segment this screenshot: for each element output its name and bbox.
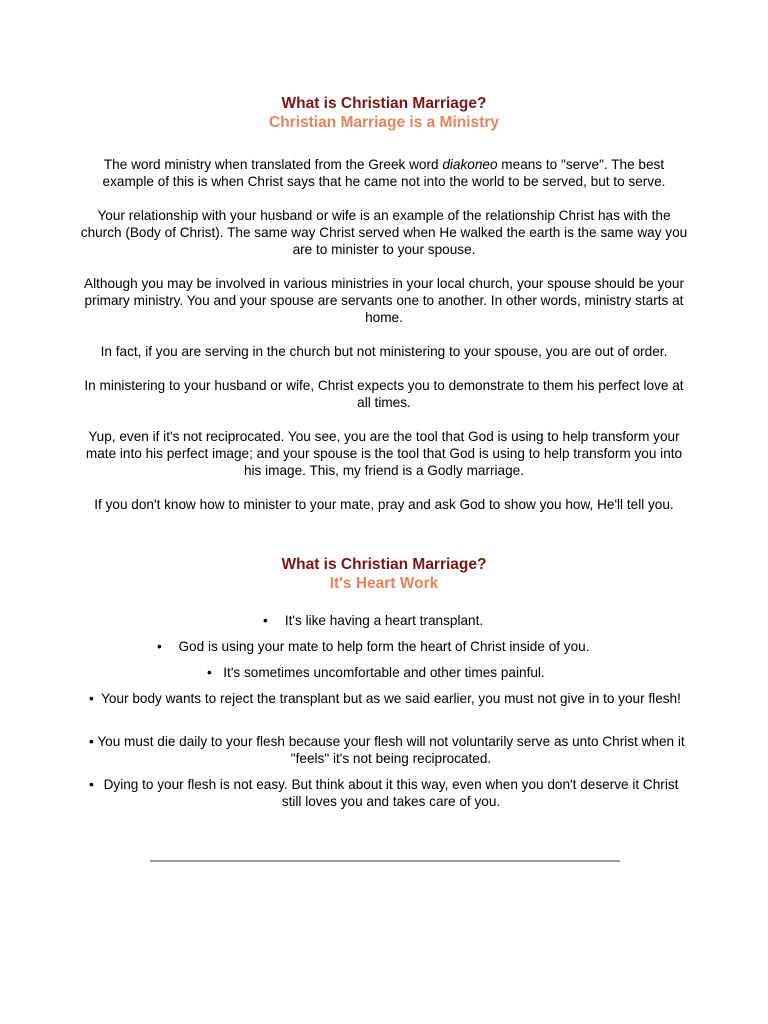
bullet-icon: •: [263, 613, 268, 628]
paragraph-1-start: The word ministry when translated from the Greek word: [103, 157, 443, 172]
list-item-text: God is using your mate to help form the heart of Christ inside of you.: [178, 639, 590, 654]
paragraph-1-greek-word: diakoneo: [442, 157, 498, 172]
list-item-text: Your body wants to reject the transplant but as we said earlier, you must not give in to your flesh!: [101, 691, 681, 706]
list-item: [0, 664, 768, 690]
ministry-section: [80, 94, 688, 530]
paragraph-4: In fact, if you are serving in the church but not ministering to your spouse, you are out of order.: [100, 344, 668, 359]
bullet-icon: •: [157, 639, 162, 654]
section2-subtitle: It's Heart Work: [329, 575, 439, 592]
list-item: [0, 690, 768, 733]
bullet-icon: •: [207, 665, 212, 680]
paragraph-6: Yup, even if it's not reciprocated. You see, you are the tool that God is using to help transform your mate into his perfect image; and your spouse is the tool that God is using to help transform you into his image. This, my friend is a Godly marriage.: [85, 429, 683, 478]
section1-title: What is Christian Marriage?: [281, 95, 487, 112]
bullet-icon: •: [89, 777, 94, 792]
list-item: [0, 638, 768, 664]
section1-subtitle: Christian Marriage is a Ministry: [269, 114, 499, 131]
paragraph-1: [80, 156, 688, 190]
horizontal-divider: [150, 860, 620, 862]
list-item-text: Dying to your flesh is not easy. But think about it this way, even when you don't deserve it Christ still loves you and takes care of you.: [103, 777, 679, 809]
heart-work-section: [60, 555, 708, 593]
spacer: [80, 132, 688, 156]
list-item-text: It's like having a heart transplant.: [284, 613, 484, 628]
paragraph-1-end: means to "serve". The best example of this is when Christ says that he came not into the world to be served, but to serve.: [102, 157, 666, 189]
paragraph-7: If you don't know how to minister to your mate, pray and ask God to show you how, He'll tell you.: [94, 497, 674, 512]
list-item-text: You must die daily to your flesh because your flesh will not voluntarily serve as unto Christ when it "feels" it's not being reciprocated.: [97, 734, 685, 766]
bullet-icon: •: [89, 691, 94, 706]
heart-work-list: [0, 610, 768, 817]
list-item: [0, 776, 768, 819]
paragraph-3: Although you may be involved in various ministries in your local church, your spouse should be your primary ministry. You and your spouse are servants one to another. In other words, ministry starts at home.: [84, 276, 684, 325]
paragraph-2: Your relationship with your husband or wife is an example of the relationship Christ has with the church (Body of Christ). The same way Christ served when He walked the earth is the same way you are to minister to your spouse.: [80, 208, 688, 257]
bullet-icon: •: [89, 734, 94, 749]
list-item: [0, 733, 768, 776]
list-item-text: It's sometimes uncomfortable and other times painful.: [223, 665, 545, 680]
section2-title: What is Christian Marriage?: [281, 556, 487, 573]
paragraph-5: In ministering to your husband or wife, Christ expects you to demonstrate to them his perfect love at all times.: [84, 378, 684, 410]
list-item: [0, 612, 768, 638]
